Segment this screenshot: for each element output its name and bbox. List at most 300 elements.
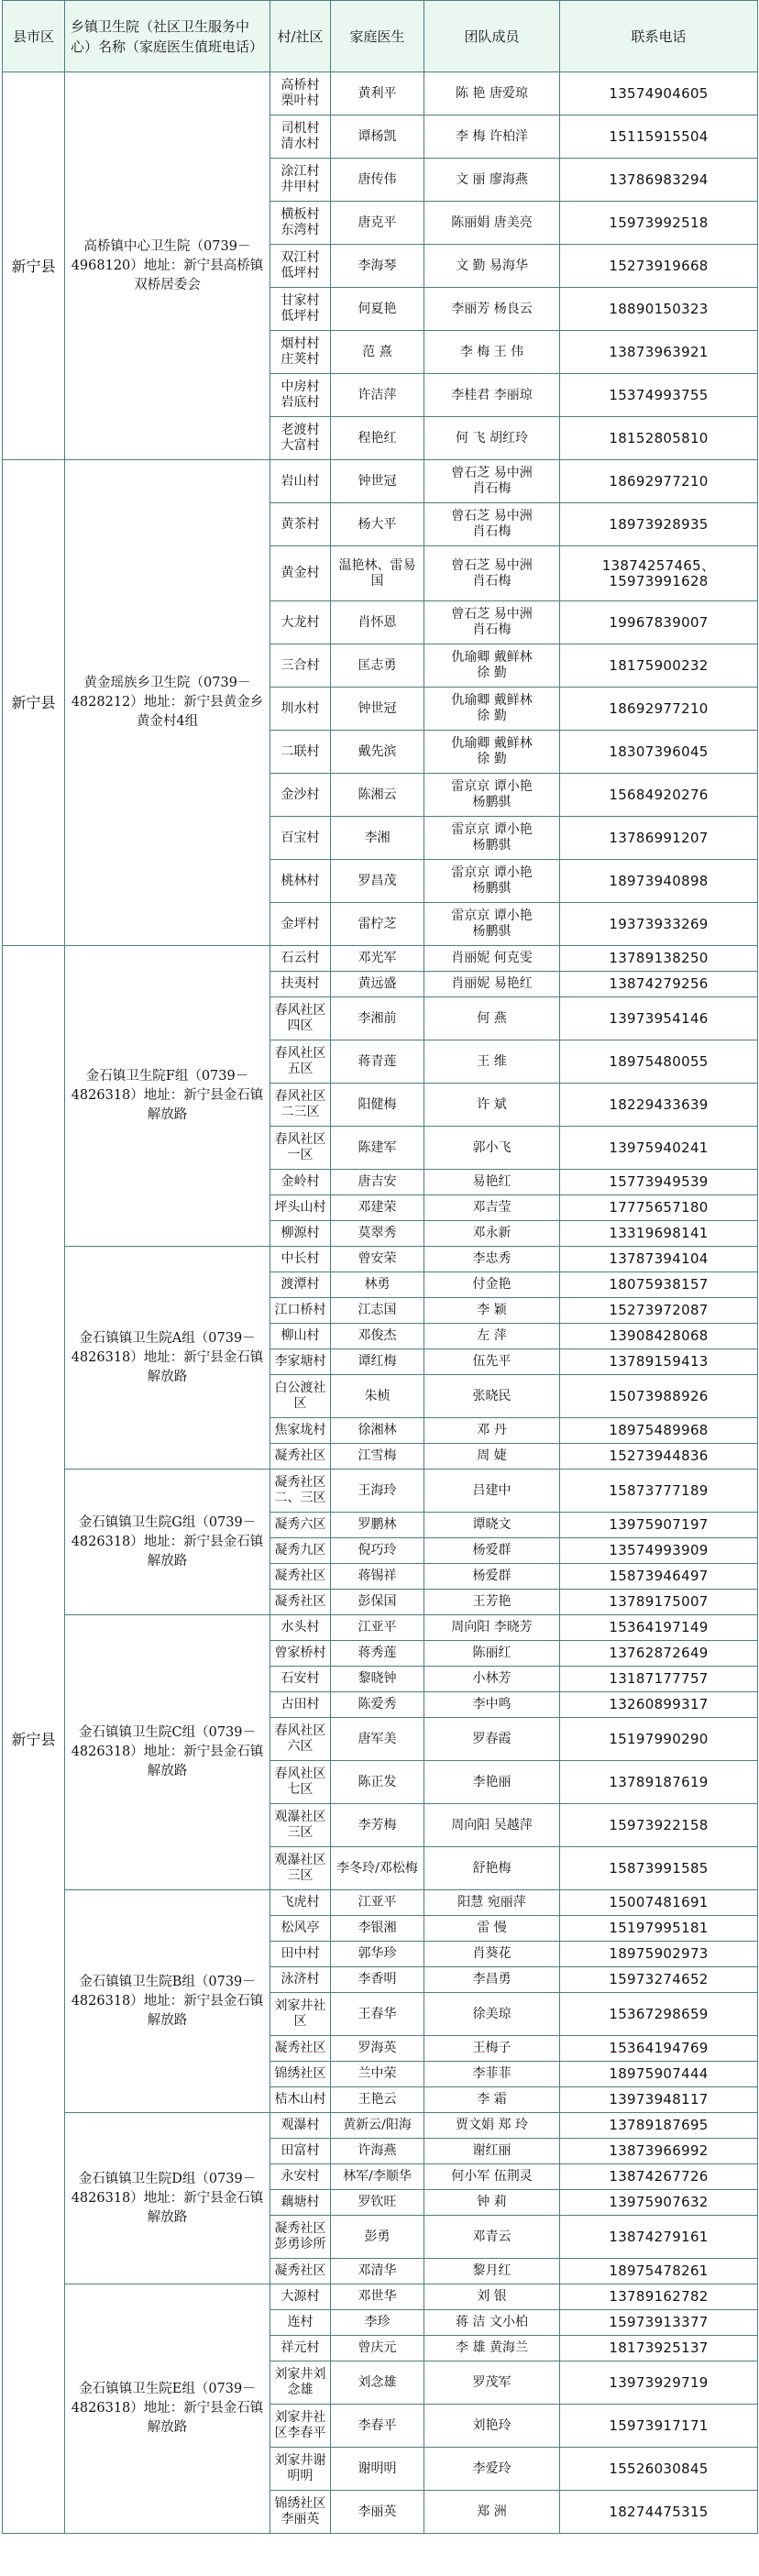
members-cell: 李中鸣 xyxy=(424,1692,560,1718)
members-cell: 李丽芳 杨良云 xyxy=(424,288,560,331)
members-cell: 王梅子 xyxy=(424,2036,560,2062)
doctor-cell: 唐克平 xyxy=(331,202,424,245)
doctor-cell: 曾安荣 xyxy=(331,1247,424,1272)
members-cell: 周向阳 李晓芳 xyxy=(424,1615,560,1641)
members-cell: 何小军 伍荆灵 xyxy=(424,2164,560,2190)
village-cell: 中长村 xyxy=(270,1247,331,1272)
hospital-cell: 金石镇镇卫生院E组（0739－4826318）地址：新宁县金石镇解放路 xyxy=(65,2284,270,2534)
members-cell: 付金艳 xyxy=(424,1272,560,1298)
members-cell: 仇瑜卿 戴鲜林 徐 勤 xyxy=(424,644,560,688)
village-cell: 横板村 东湾村 xyxy=(270,202,331,245)
phone-cell: 13908428068 xyxy=(560,1324,758,1349)
members-cell: 李 梅 王 伟 xyxy=(424,331,560,374)
members-cell: 张晓民 xyxy=(424,1375,560,1418)
members-cell: 许 斌 xyxy=(424,1084,560,1127)
doctor-cell: 谢明明 xyxy=(331,2448,424,2491)
phone-cell: 13187177757 xyxy=(560,1667,758,1692)
village-cell: 坪头山村 xyxy=(270,1195,331,1221)
phone-cell: 18075938157 xyxy=(560,1272,758,1298)
village-cell: 凝秀社区 xyxy=(270,1590,331,1615)
members-cell: 文 勤 易海华 xyxy=(424,245,560,288)
phone-cell: 15973913377 xyxy=(560,2310,758,2336)
doctor-cell: 蒋秀莲 xyxy=(331,1641,424,1667)
village-cell: 石安村 xyxy=(270,1667,331,1692)
doctor-cell: 邓俊杰 xyxy=(331,1324,424,1349)
members-cell: 曾石芝 易中洲 肖石梅 xyxy=(424,503,560,546)
village-cell: 圳水村 xyxy=(270,688,331,731)
header-doctor: 家庭医生 xyxy=(331,1,424,72)
doctor-cell: 唐吉安 xyxy=(331,1170,424,1195)
members-cell: 肖葵花 xyxy=(424,1942,560,1967)
phone-cell: 13973948117 xyxy=(560,2087,758,2113)
doctor-cell: 谭杨凯 xyxy=(331,116,424,159)
doctor-cell: 唐传伟 xyxy=(331,159,424,202)
phone-cell: 15364197149 xyxy=(560,1615,758,1641)
phone-cell: 18975907444 xyxy=(560,2062,758,2087)
village-cell: 永安村 xyxy=(270,2164,331,2190)
members-cell: 何 飞 胡红玲 xyxy=(424,417,560,460)
doctor-cell: 江志国 xyxy=(331,1298,424,1324)
table-row xyxy=(3,1247,758,1272)
members-cell: 贾文娟 郑 玲 xyxy=(424,2113,560,2139)
village-cell: 古田村 xyxy=(270,1692,331,1718)
doctor-cell: 黄利平 xyxy=(331,72,424,116)
members-cell: 王芳艳 xyxy=(424,1590,560,1615)
phone-cell: 18975489968 xyxy=(560,1418,758,1444)
doctor-cell: 刘念雄 xyxy=(331,2361,424,2405)
members-cell: 王 维 xyxy=(424,1040,560,1084)
doctor-cell: 钟世冠 xyxy=(331,688,424,731)
phone-cell: 13874279161 xyxy=(560,2216,758,2259)
members-cell: 李爱玲 xyxy=(424,2448,560,2491)
phone-cell: 13789187695 xyxy=(560,2113,758,2139)
doctor-cell: 程艳红 xyxy=(331,417,424,460)
county-cell: 新宁县 xyxy=(3,946,65,2534)
phone-cell: 13789187619 xyxy=(560,1761,758,1804)
table-row xyxy=(3,2284,758,2310)
phone-cell: 15973917171 xyxy=(560,2405,758,2448)
phone-cell: 19967839007 xyxy=(560,601,758,644)
doctor-cell: 彭保国 xyxy=(331,1590,424,1615)
county-cell: 新宁县 xyxy=(3,72,65,460)
village-cell: 祥元村 xyxy=(270,2336,331,2361)
phone-cell: 13975907197 xyxy=(560,1513,758,1538)
phone-cell: 13874257465、 15973991628 xyxy=(560,546,758,601)
members-cell: 仇瑜卿 戴鲜林 徐 勤 xyxy=(424,688,560,731)
village-cell: 藕塘村 xyxy=(270,2190,331,2216)
doctor-cell: 蒋青莲 xyxy=(331,1040,424,1084)
doctor-cell: 陈湘云 xyxy=(331,774,424,817)
table-row xyxy=(3,460,758,503)
table-row xyxy=(3,72,758,116)
village-cell: 刘家井社 区 xyxy=(270,1993,331,2036)
phone-cell: 15684920276 xyxy=(560,774,758,817)
members-cell: 小林芳 xyxy=(424,1667,560,1692)
village-cell: 渡潭村 xyxy=(270,1272,331,1298)
members-cell: 陈丽娟 唐美亮 xyxy=(424,202,560,245)
hospital-cell: 金石镇镇卫生院B组（0739－4826318）地址：新宁县金石镇解放路 xyxy=(65,1890,270,2113)
doctor-cell: 江亚平 xyxy=(331,1890,424,1916)
village-cell: 石云村 xyxy=(270,946,331,972)
members-cell: 刘艳玲 xyxy=(424,2405,560,2448)
members-cell: 曾石芝 易中洲 肖石梅 xyxy=(424,546,560,601)
members-cell: 谭晓文 xyxy=(424,1513,560,1538)
phone-cell: 13786983294 xyxy=(560,159,758,202)
village-cell: 江口桥村 xyxy=(270,1298,331,1324)
doctor-cell: 莫翠秀 xyxy=(331,1221,424,1247)
doctor-cell: 李春平 xyxy=(331,2405,424,2448)
doctor-cell: 陈正发 xyxy=(331,1761,424,1804)
village-cell: 观瀑社区 三区 xyxy=(270,1847,331,1890)
members-cell: 周 婕 xyxy=(424,1444,560,1470)
doctor-cell: 李冬玲/邓松梅 xyxy=(331,1847,424,1890)
doctor-cell: 谭红梅 xyxy=(331,1349,424,1375)
village-cell: 凝秀社区 二、三区 xyxy=(270,1470,331,1513)
phone-cell: 13789138250 xyxy=(560,946,758,972)
doctor-cell: 阳健梅 xyxy=(331,1084,424,1127)
doctor-cell: 钟世冠 xyxy=(331,460,424,503)
phone-cell: 13975907632 xyxy=(560,2190,758,2216)
members-cell: 雷京京 谭小艳 杨鹏骐 xyxy=(424,817,560,860)
doctor-cell: 邓建荣 xyxy=(331,1195,424,1221)
hospital-cell: 金石镇镇卫生院D组（0739－4826318）地址：新宁县金石镇解放路 xyxy=(65,2113,270,2284)
members-cell: 周向阳 吴越萍 xyxy=(424,1804,560,1847)
village-cell: 刘家井谢 明明 xyxy=(270,2448,331,2491)
doctor-cell: 林军/李顺华 xyxy=(331,2164,424,2190)
doctor-cell: 陈爱秀 xyxy=(331,1692,424,1718)
village-cell: 双江村 低坪村 xyxy=(270,245,331,288)
hospital-cell: 金石镇镇卫生院A组（0739－4826318）地址：新宁县金石镇解放路 xyxy=(65,1247,270,1470)
doctor-cell: 江亚平 xyxy=(331,1615,424,1641)
village-cell: 泳济村 xyxy=(270,1967,331,1993)
doctor-cell: 许海燕 xyxy=(331,2139,424,2164)
doctor-cell: 李香明 xyxy=(331,1967,424,1993)
phone-cell: 15773949539 xyxy=(560,1170,758,1195)
members-cell: 吕建中 xyxy=(424,1470,560,1513)
members-cell: 陈 艳 唐爱琼 xyxy=(424,72,560,116)
village-cell: 锦绣社区 李丽英 xyxy=(270,2491,331,2534)
table-row xyxy=(3,1470,758,1513)
village-cell: 松风亭 xyxy=(270,1916,331,1942)
members-cell: 易艳红 xyxy=(424,1170,560,1195)
doctor-cell: 朱桢 xyxy=(331,1375,424,1418)
doctor-cell: 兰中荣 xyxy=(331,2062,424,2087)
phone-cell: 18274475315 xyxy=(560,2491,758,2534)
header-county: 县市区 xyxy=(3,1,65,72)
doctor-cell: 许洁萍 xyxy=(331,374,424,417)
members-cell: 伍先平 xyxy=(424,1349,560,1375)
members-cell: 蒋 洁 文小柏 xyxy=(424,2310,560,2336)
doctor-cell: 李湘前 xyxy=(331,997,424,1040)
members-cell: 邓永新 xyxy=(424,1221,560,1247)
doctor-cell: 王春华 xyxy=(331,1993,424,2036)
doctor-cell: 罗海英 xyxy=(331,2036,424,2062)
village-cell: 金岭村 xyxy=(270,1170,331,1195)
phone-cell: 18973940898 xyxy=(560,860,758,903)
village-cell: 桃林村 xyxy=(270,860,331,903)
village-cell: 田中村 xyxy=(270,1942,331,1967)
members-cell: 杨爱群 xyxy=(424,1538,560,1564)
phone-cell: 18692977210 xyxy=(560,460,758,503)
village-cell: 老渡村 大富村 xyxy=(270,417,331,460)
village-cell: 春风社区 一区 xyxy=(270,1127,331,1170)
village-cell: 凝秀社区 xyxy=(270,2259,331,2284)
village-cell: 金沙村 xyxy=(270,774,331,817)
village-cell: 黄金村 xyxy=(270,546,331,601)
doctor-cell: 陈建军 xyxy=(331,1127,424,1170)
doctor-cell: 倪巧玲 xyxy=(331,1538,424,1564)
members-cell: 阳慧 宛丽萍 xyxy=(424,1890,560,1916)
members-cell: 雷京京 谭小艳 杨鹏骐 xyxy=(424,860,560,903)
phone-cell: 15973274652 xyxy=(560,1967,758,1993)
phone-cell: 15273944836 xyxy=(560,1444,758,1470)
members-cell: 曾石芝 易中洲 肖石梅 xyxy=(424,460,560,503)
village-cell: 凝秀社区 xyxy=(270,1564,331,1590)
village-cell: 扶夷村 xyxy=(270,972,331,997)
header-row xyxy=(3,1,758,72)
village-cell: 三合村 xyxy=(270,644,331,688)
village-cell: 连村 xyxy=(270,2310,331,2336)
village-cell: 中房村 岩底村 xyxy=(270,374,331,417)
doctor-cell: 杨大平 xyxy=(331,503,424,546)
members-cell: 何 燕 xyxy=(424,997,560,1040)
members-cell: 邓青云 xyxy=(424,2216,560,2259)
village-cell: 百宝村 xyxy=(270,817,331,860)
village-cell: 凝秀社区 xyxy=(270,1444,331,1470)
village-cell: 水头村 xyxy=(270,1615,331,1641)
members-cell: 李桂君 李丽琼 xyxy=(424,374,560,417)
header-members: 团队成员 xyxy=(424,1,560,72)
members-cell: 文 丽 廖海燕 xyxy=(424,159,560,202)
doctor-cell: 郭华珍 xyxy=(331,1942,424,1967)
village-cell: 二联村 xyxy=(270,731,331,774)
village-cell: 凝秀六区 xyxy=(270,1513,331,1538)
doctor-cell: 匡志勇 xyxy=(331,644,424,688)
members-cell: 郭小飞 xyxy=(424,1127,560,1170)
village-cell: 刘家井社 区李春平 xyxy=(270,2405,331,2448)
hospital-cell: 金石镇卫生院F组（0739－4826318）地址：新宁县金石镇解放路 xyxy=(65,946,270,1247)
doctor-cell: 王艳云 xyxy=(331,2087,424,2113)
village-cell: 大龙村 xyxy=(270,601,331,644)
doctor-cell: 王海玲 xyxy=(331,1470,424,1513)
phone-cell: 13319698141 xyxy=(560,1221,758,1247)
doctor-cell: 李珍 xyxy=(331,2310,424,2336)
county-cell: 新宁县 xyxy=(3,460,65,946)
table-row xyxy=(3,2113,758,2139)
doctor-cell: 邓世华 xyxy=(331,2284,424,2310)
phone-cell: 18152805810 xyxy=(560,417,758,460)
table-row xyxy=(3,1615,758,1641)
phone-cell: 13786991207 xyxy=(560,817,758,860)
village-cell: 白公渡社 区 xyxy=(270,1375,331,1418)
village-cell: 观瀑村 xyxy=(270,2113,331,2139)
members-cell: 钟 莉 xyxy=(424,2190,560,2216)
doctor-cell: 何夏艳 xyxy=(331,288,424,331)
village-cell: 春风社区 四区 xyxy=(270,997,331,1040)
members-cell: 李菲菲 xyxy=(424,2062,560,2087)
hospital-cell: 高桥镇中心卫生院（0739－4968120）地址：新宁县高桥镇双桥居委会 xyxy=(65,72,270,460)
village-cell: 金坪村 xyxy=(270,903,331,946)
doctor-cell: 邓清华 xyxy=(331,2259,424,2284)
village-cell: 田富村 xyxy=(270,2139,331,2164)
phone-cell: 15873946497 xyxy=(560,1564,758,1590)
village-cell: 锦绣社区 xyxy=(270,2062,331,2087)
village-cell: 大源村 xyxy=(270,2284,331,2310)
phone-cell: 19373933269 xyxy=(560,903,758,946)
doctor-cell: 黎晓钟 xyxy=(331,1667,424,1692)
doctor-cell: 唐军美 xyxy=(331,1718,424,1761)
members-cell: 雷京京 谭小艳 杨鹏骐 xyxy=(424,774,560,817)
members-cell: 李 颖 xyxy=(424,1298,560,1324)
hospital-cell: 黄金瑶族乡卫生院（0739－4828212）地址：新宁县黄金乡黄金村4组 xyxy=(65,460,270,946)
phone-cell: 18975478261 xyxy=(560,2259,758,2284)
village-cell: 凝秀社区 xyxy=(270,2036,331,2062)
phone-cell: 13874279256 xyxy=(560,972,758,997)
phone-cell: 13574993909 xyxy=(560,1538,758,1564)
phone-cell: 13973929719 xyxy=(560,2361,758,2405)
members-cell: 罗茂军 xyxy=(424,2361,560,2405)
village-cell: 高桥村 栗叶村 xyxy=(270,72,331,116)
phone-cell: 15273919668 xyxy=(560,245,758,288)
members-cell: 曾石芝 易中洲 肖石梅 xyxy=(424,601,560,644)
doctor-cell: 李芳梅 xyxy=(331,1804,424,1847)
header-hospital: 乡镇卫生院（社区卫生服务中心）名称（家庭医生值班电话） xyxy=(65,1,270,72)
phone-cell: 17775657180 xyxy=(560,1195,758,1221)
village-cell: 凝秀社区 彭勇诊所 xyxy=(270,2216,331,2259)
phone-cell: 18973928935 xyxy=(560,503,758,546)
village-cell: 桔木山村 xyxy=(270,2087,331,2113)
doctor-cell: 李湘 xyxy=(331,817,424,860)
doctor-cell: 江雪梅 xyxy=(331,1444,424,1470)
phone-cell: 13874267726 xyxy=(560,2164,758,2190)
phone-cell: 15873991585 xyxy=(560,1847,758,1890)
members-cell: 谢红丽 xyxy=(424,2139,560,2164)
hospital-cell: 金石镇镇卫生院G组（0739－4826318）地址：新宁县金石镇解放路 xyxy=(65,1470,270,1615)
members-cell: 舒艳梅 xyxy=(424,1847,560,1890)
doctor-cell: 彭勇 xyxy=(331,2216,424,2259)
members-cell: 陈丽红 xyxy=(424,1641,560,1667)
doctor-cell: 李银湘 xyxy=(331,1916,424,1942)
phone-cell: 13973954146 xyxy=(560,997,758,1040)
members-cell: 左 萍 xyxy=(424,1324,560,1349)
village-cell: 柳山村 xyxy=(270,1324,331,1349)
village-cell: 曾家桥村 xyxy=(270,1641,331,1667)
table-row xyxy=(3,1890,758,1916)
phone-cell: 18229433639 xyxy=(560,1084,758,1127)
members-cell: 李 雄 黄海兰 xyxy=(424,2336,560,2361)
phone-cell: 18975480055 xyxy=(560,1040,758,1084)
phone-cell: 13574904605 xyxy=(560,72,758,116)
phone-cell: 15973992518 xyxy=(560,202,758,245)
members-cell: 李艳丽 xyxy=(424,1761,560,1804)
phone-cell: 15367298659 xyxy=(560,1993,758,2036)
village-cell: 凝秀九区 xyxy=(270,1538,331,1564)
village-cell: 焦家垅村 xyxy=(270,1418,331,1444)
phone-cell: 15115915504 xyxy=(560,116,758,159)
doctor-cell: 雷柠芝 xyxy=(331,903,424,946)
village-cell: 春风社区 七区 xyxy=(270,1761,331,1804)
header-phone: 联系电话 xyxy=(560,1,758,72)
phone-cell: 13789159413 xyxy=(560,1349,758,1375)
doctor-cell: 邓光军 xyxy=(331,946,424,972)
members-cell: 李昌勇 xyxy=(424,1967,560,1993)
members-cell: 邓吉莹 xyxy=(424,1195,560,1221)
table-body xyxy=(3,72,758,2534)
phone-cell: 13789175007 xyxy=(560,1590,758,1615)
members-cell: 仇瑜卿 戴鲜林 徐 勤 xyxy=(424,731,560,774)
village-cell: 春风社区 二三区 xyxy=(270,1084,331,1127)
phone-cell: 15007481691 xyxy=(560,1890,758,1916)
members-cell: 郑 洲 xyxy=(424,2491,560,2534)
village-cell: 刘家井刘 念雄 xyxy=(270,2361,331,2405)
doctor-cell: 李丽英 xyxy=(331,2491,424,2534)
hospital-cell: 金石镇镇卫生院C组（0739－4826318）地址：新宁县金石镇解放路 xyxy=(65,1615,270,1890)
phone-cell: 18975902973 xyxy=(560,1942,758,1967)
members-cell: 邓 丹 xyxy=(424,1418,560,1444)
phone-cell: 18692977210 xyxy=(560,688,758,731)
members-cell: 罗春霞 xyxy=(424,1718,560,1761)
village-cell: 李家塘村 xyxy=(270,1349,331,1375)
village-cell: 岩山村 xyxy=(270,460,331,503)
doctor-cell: 戴先滨 xyxy=(331,731,424,774)
doctor-cell: 肖怀恩 xyxy=(331,601,424,644)
doctor-cell: 林勇 xyxy=(331,1272,424,1298)
members-cell: 李忠秀 xyxy=(424,1247,560,1272)
village-cell: 观瀑社区 三区 xyxy=(270,1804,331,1847)
members-cell: 李 梅 许柏洋 xyxy=(424,116,560,159)
members-cell: 雷 慢 xyxy=(424,1916,560,1942)
doctor-cell: 蒋锡祥 xyxy=(331,1564,424,1590)
members-cell: 杨爱群 xyxy=(424,1564,560,1590)
doctor-cell: 范 熹 xyxy=(331,331,424,374)
phone-cell: 15273972087 xyxy=(560,1298,758,1324)
village-cell: 涂江村 井甲村 xyxy=(270,159,331,202)
phone-cell: 18307396045 xyxy=(560,731,758,774)
phone-cell: 13762872649 xyxy=(560,1641,758,1667)
village-cell: 烟村村 庄荚村 xyxy=(270,331,331,374)
phone-cell: 13789162782 xyxy=(560,2284,758,2310)
phone-cell: 13787394104 xyxy=(560,1247,758,1272)
phone-cell: 13873966992 xyxy=(560,2139,758,2164)
phone-cell: 15364194769 xyxy=(560,2036,758,2062)
members-cell: 黎月红 xyxy=(424,2259,560,2284)
members-cell: 雷京京 谭小艳 杨鹏骐 xyxy=(424,903,560,946)
phone-cell: 13975940241 xyxy=(560,1127,758,1170)
phone-cell: 18173925137 xyxy=(560,2336,758,2361)
doctor-cell: 温艳林、雷易国 xyxy=(331,546,424,601)
phone-cell: 15973922158 xyxy=(560,1804,758,1847)
phone-cell: 15873777189 xyxy=(560,1470,758,1513)
phone-cell: 15073988926 xyxy=(560,1375,758,1418)
phone-cell: 15374993755 xyxy=(560,374,758,417)
phone-cell: 18175900232 xyxy=(560,644,758,688)
phone-cell: 15526030845 xyxy=(560,2448,758,2491)
doctor-cell: 罗昌茂 xyxy=(331,860,424,903)
doctor-cell: 黄远盛 xyxy=(331,972,424,997)
village-cell: 春风社区 六区 xyxy=(270,1718,331,1761)
doctor-cell: 曾庆元 xyxy=(331,2336,424,2361)
table-row xyxy=(3,946,758,972)
phone-cell: 15197990290 xyxy=(560,1718,758,1761)
members-cell: 徐美琼 xyxy=(424,1993,560,2036)
members-cell: 李 霜 xyxy=(424,2087,560,2113)
members-cell: 刘 银 xyxy=(424,2284,560,2310)
village-cell: 黄茶村 xyxy=(270,503,331,546)
village-cell: 司机村 清水村 xyxy=(270,116,331,159)
doctor-cell: 罗钦旺 xyxy=(331,2190,424,2216)
phone-cell: 15197995181 xyxy=(560,1916,758,1942)
village-cell: 柳源村 xyxy=(270,1221,331,1247)
